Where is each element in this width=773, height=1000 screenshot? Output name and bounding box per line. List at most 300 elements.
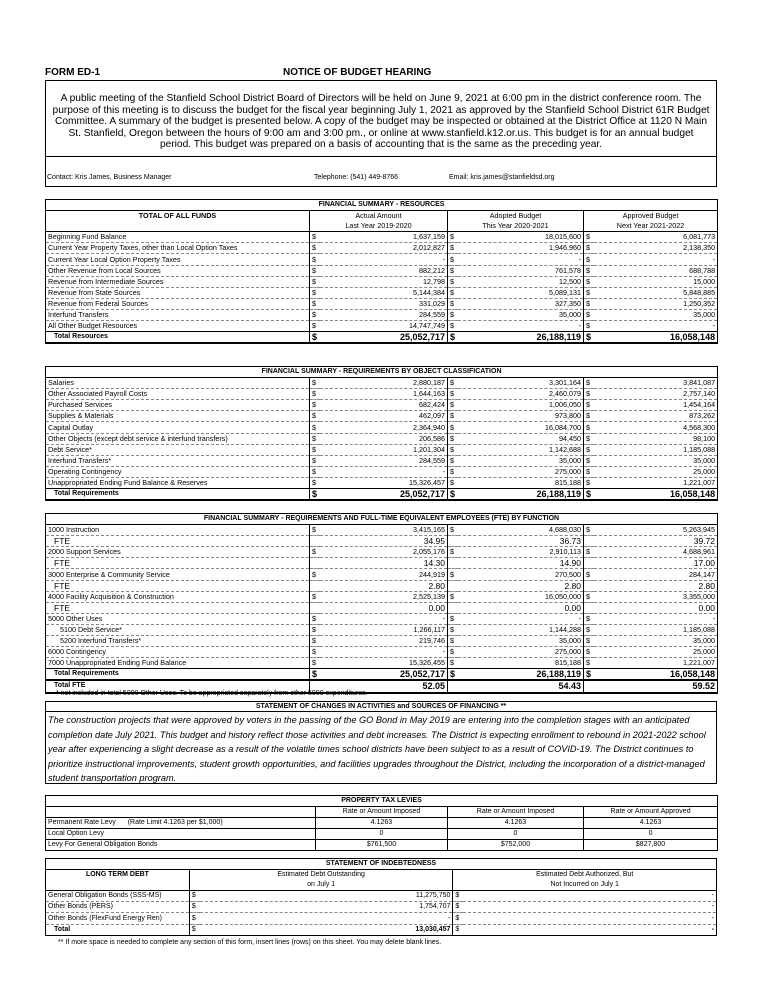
cell-value: - xyxy=(320,254,448,265)
currency-symbol: $ xyxy=(310,389,320,400)
notice-text: A public meeting of the Stanfield School District Board of Directors will be held on June 9, 2021 at 6:00 pm in the district conference room. The purpose of this meeting is to discuss the budget for the fiscal year beginning July 1, 2021 as approved by the Stanfield School District 61R Budget Committee. A summary of the budget is presented below. A copy of the budget may be inspected or obtained at the District Office at 1120 N Main St. Stanfield, Oregon between the hours of 9:00 am and 3:00 pm., or online at www.stanfield.k12.or.us. This budget is for an annual budget period. This budget was prepared on a basis of accounting that is the same as the preceding year. xyxy=(45,80,717,157)
currency-symbol: $ xyxy=(448,466,458,477)
table-row xyxy=(46,276,718,287)
col-header: Estimated Debt Outstanding xyxy=(189,870,453,881)
cell-value: - xyxy=(463,924,716,935)
currency-symbol: $ xyxy=(448,477,458,488)
col-header: This Year 2020-2021 xyxy=(448,221,584,232)
table-row xyxy=(46,613,718,624)
cell-value: 284,559 xyxy=(320,455,448,466)
currency-symbol: $ xyxy=(448,265,458,276)
table-row xyxy=(46,477,718,488)
row-label: All Other Budget Resources xyxy=(46,321,310,332)
currency-symbol: $ xyxy=(584,636,594,647)
cell-value: 1,754,707 xyxy=(200,902,453,913)
currency-symbol: $ xyxy=(448,525,458,536)
row-label-cell xyxy=(46,829,316,840)
cell-value: 3,355,000 xyxy=(594,591,718,602)
currency-symbol: $ xyxy=(584,477,594,488)
cell-value: 35,000 xyxy=(458,636,584,647)
cell-value: - xyxy=(320,647,448,658)
currency-symbol: $ xyxy=(584,332,594,344)
cell-value: 0.00 xyxy=(320,602,448,613)
currency-symbol: $ xyxy=(584,243,594,254)
table-row xyxy=(46,547,718,558)
cell-value: 1,006,050 xyxy=(458,400,584,411)
row-label: 5100 Debt Service* xyxy=(46,624,310,635)
total-label: Total FTE xyxy=(46,680,310,692)
total-value: 54.43 xyxy=(458,680,584,692)
cell-value: $761,500 xyxy=(316,840,448,851)
currency-symbol: $ xyxy=(310,411,320,422)
cell-value: - xyxy=(458,613,584,624)
currency-symbol: $ xyxy=(448,287,458,298)
currency-symbol xyxy=(448,558,458,569)
by-function-table xyxy=(45,513,718,694)
table-row xyxy=(46,287,718,298)
cell-value: - xyxy=(594,613,718,624)
cell-value: 0 xyxy=(448,829,584,840)
row-label: Unappropriated Ending Fund Balance & Reserves xyxy=(46,477,310,488)
currency-symbol: $ xyxy=(310,613,320,624)
cell-value: 36.73 xyxy=(458,536,584,547)
currency-symbol: $ xyxy=(448,613,458,624)
total-value: 59.52 xyxy=(594,680,718,692)
cell-value: 1,644,163 xyxy=(320,389,448,400)
cell-value: 815,188 xyxy=(458,658,584,669)
total-value: 25,052,717 xyxy=(320,332,448,344)
currency-symbol: $ xyxy=(448,591,458,602)
table-row xyxy=(46,913,717,924)
object-class-title: FINANCIAL SUMMARY - REQUIREMENTS BY OBJECT CLASSIFICATION xyxy=(46,367,718,378)
row-label: Current Year Local Option Property Taxes xyxy=(46,254,310,265)
currency-symbol xyxy=(584,536,594,547)
row-label: Total xyxy=(46,924,190,935)
cell-value: 462,097 xyxy=(320,411,448,422)
currency-symbol: $ xyxy=(584,569,594,580)
table-row xyxy=(46,309,718,320)
currency-symbol: $ xyxy=(310,466,320,477)
currency-symbol: $ xyxy=(448,489,458,501)
table-row xyxy=(46,536,718,547)
cell-value: 270,500 xyxy=(458,569,584,580)
cell-value: 35,000 xyxy=(594,636,718,647)
row-label: General Obligation Bonds (SSS-MS) xyxy=(46,891,190,902)
row-label: Operating Contingency xyxy=(46,466,310,477)
table-row xyxy=(46,624,718,635)
currency-symbol: $ xyxy=(584,422,594,433)
total-value: 16,058,148 xyxy=(594,669,718,681)
cell-value: 2,364,940 xyxy=(320,422,448,433)
by-function-title: FINANCIAL SUMMARY - REQUIREMENTS AND FULL-TIME EQUIVALENT EMPLOYEES (FTE) BY FUNCTION xyxy=(46,514,718,525)
currency-symbol: $ xyxy=(310,309,320,320)
object-class-table xyxy=(45,366,718,501)
currency-symbol: $ xyxy=(448,636,458,647)
row-label: Other Revenue from Local Sources xyxy=(46,265,310,276)
currency-symbol: $ xyxy=(584,489,594,501)
currency-symbol xyxy=(310,558,320,569)
cell-value: 25,000 xyxy=(594,647,718,658)
cell-value: 3,841,087 xyxy=(594,378,718,389)
row-label: Revenue from Intermediate Sources xyxy=(46,276,310,287)
cell-value: 2,880,187 xyxy=(320,378,448,389)
currency-symbol: $ xyxy=(310,298,320,309)
cell-value: 682,424 xyxy=(320,400,448,411)
cell-value: 815,188 xyxy=(458,477,584,488)
row-label: FTE xyxy=(46,536,310,547)
cell-value: 4.1263 xyxy=(316,818,448,829)
currency-symbol: $ xyxy=(448,411,458,422)
currency-symbol: $ xyxy=(584,287,594,298)
row-label: Other Bonds (FlexFund Energy Ren) xyxy=(46,913,190,924)
currency-symbol: $ xyxy=(448,243,458,254)
currency-symbol: $ xyxy=(453,913,463,924)
total-value: 16,058,148 xyxy=(594,332,718,344)
cell-value: 275,000 xyxy=(458,647,584,658)
cell-value: 331,029 xyxy=(320,298,448,309)
cell-value: - xyxy=(458,321,584,332)
currency-symbol xyxy=(310,580,320,591)
row-label: 1000 Instruction xyxy=(46,525,310,536)
cell-value: 4,688,030 xyxy=(458,525,584,536)
table-row xyxy=(46,433,718,444)
footnote-1: * not included in total 5000 Other Uses. To be appropriated separately from other 5000 expenditures. xyxy=(56,690,368,697)
cell-value: 4.1263 xyxy=(584,818,718,829)
table-row xyxy=(46,525,718,536)
row-label: FTE xyxy=(46,602,310,613)
statement-title: STATEMENT OF CHANGES IN ACTIVITIES and SOURCES OF FINANCING ** xyxy=(45,701,717,712)
currency-symbol: $ xyxy=(448,378,458,389)
currency-symbol: $ xyxy=(584,378,594,389)
currency-symbol: $ xyxy=(189,913,199,924)
cell-value: 14.90 xyxy=(458,558,584,569)
cell-value: 16,050,000 xyxy=(458,591,584,602)
indebtedness-table xyxy=(45,858,717,936)
currency-symbol: $ xyxy=(584,547,594,558)
currency-symbol xyxy=(448,602,458,613)
currency-symbol xyxy=(448,536,458,547)
total-value: 26,188,119 xyxy=(458,332,584,344)
table-row xyxy=(46,647,718,658)
currency-symbol: $ xyxy=(310,658,320,669)
currency-symbol: $ xyxy=(310,254,320,265)
cell-value: 2.80 xyxy=(320,580,448,591)
currency-symbol: $ xyxy=(584,411,594,422)
cell-value: 25,000 xyxy=(594,466,718,477)
currency-symbol xyxy=(310,602,320,613)
col-header: Estimated Debt Authorized, But xyxy=(453,870,717,881)
cell-value: 882,212 xyxy=(320,265,448,276)
total-value: 52.05 xyxy=(320,680,448,692)
currency-symbol: $ xyxy=(584,591,594,602)
currency-symbol: $ xyxy=(584,455,594,466)
currency-symbol: $ xyxy=(189,924,199,935)
currency-symbol: $ xyxy=(310,433,320,444)
cell-value: 873,262 xyxy=(594,411,718,422)
currency-symbol: $ xyxy=(453,891,463,902)
row-label: Interfund Transfers xyxy=(46,309,310,320)
currency-symbol: $ xyxy=(310,276,320,287)
cell-value: 94,450 xyxy=(458,433,584,444)
cell-value: 2,055,176 xyxy=(320,547,448,558)
col-header: Approved Budget xyxy=(584,211,718,222)
cell-value: 14.30 xyxy=(320,558,448,569)
cell-value: 2.80 xyxy=(458,580,584,591)
cell-value: 2,012,827 xyxy=(320,243,448,254)
cell-value: 15,000 xyxy=(594,276,718,287)
currency-symbol xyxy=(448,680,458,692)
resources-table xyxy=(45,199,718,344)
currency-symbol: $ xyxy=(584,276,594,287)
col-header: Last Year 2019-2020 xyxy=(310,221,448,232)
cell-value: - xyxy=(463,913,716,924)
currency-symbol: $ xyxy=(584,433,594,444)
row-label: 7000 Unappropriated Ending Fund Balance xyxy=(46,658,310,669)
total-value: 26,188,119 xyxy=(458,669,584,681)
cell-value: 0 xyxy=(584,829,718,840)
cell-value: 34.95 xyxy=(320,536,448,547)
currency-symbol xyxy=(584,558,594,569)
currency-symbol: $ xyxy=(584,389,594,400)
currency-symbol xyxy=(584,580,594,591)
cell-value: 5,144,384 xyxy=(320,287,448,298)
table-row xyxy=(46,580,718,591)
currency-symbol: $ xyxy=(310,547,320,558)
currency-symbol: $ xyxy=(310,624,320,635)
cell-value: 206,586 xyxy=(320,433,448,444)
currency-symbol: $ xyxy=(310,321,320,332)
col-header: Adopted Budget xyxy=(448,211,584,222)
cell-value: 1,637,159 xyxy=(320,232,448,243)
currency-symbol: $ xyxy=(584,658,594,669)
currency-symbol: $ xyxy=(448,547,458,558)
currency-symbol: $ xyxy=(448,669,458,681)
table-row xyxy=(46,840,718,851)
cell-value: 1,144,288 xyxy=(458,624,584,635)
row-label: Local Option Levy xyxy=(48,830,105,838)
currency-symbol: $ xyxy=(584,613,594,624)
cell-value: 219,746 xyxy=(320,636,448,647)
cell-value: 1,221,007 xyxy=(594,477,718,488)
resources-label: TOTAL OF ALL FUNDS xyxy=(46,211,310,222)
currency-symbol: $ xyxy=(584,321,594,332)
cell-value: 0 xyxy=(316,829,448,840)
currency-symbol: $ xyxy=(453,902,463,913)
row-label: 5200 Interfund Transfers* xyxy=(46,636,310,647)
currency-symbol: $ xyxy=(310,243,320,254)
table-row xyxy=(46,389,718,400)
statement-text: The construction projects that were approved by voters in the passing of the GO Bond in May 2019 are entering into the completion stages with an anticipated completion date July 2021. This budget and history reflect those activities and debt increases. The District is expecting enrollment to rebound in 2021-2022 school year after experiencing a slight decrease as a result of the volatile times school districts have been subject to as a result of COVID-19. The District continues to prioritize instructional improvements, student growth opportunities, and facilities upgrades throughout the District, including the incorporation of a district-managed student transportation program. xyxy=(45,712,717,784)
cell-value: 13,030,457 xyxy=(200,924,453,935)
currency-symbol: $ xyxy=(310,489,320,501)
table-row xyxy=(46,658,718,669)
cell-value: 284,147 xyxy=(594,569,718,580)
cell-value: 1,266,117 xyxy=(320,624,448,635)
row-label: Current Year Property Taxes, other than Local Option Taxes xyxy=(46,243,310,254)
cell-value: 35,000 xyxy=(594,309,718,320)
cell-value: 761,578 xyxy=(458,265,584,276)
row-label: 5000 Other Uses xyxy=(46,613,310,624)
currency-symbol: $ xyxy=(448,422,458,433)
currency-symbol: $ xyxy=(584,265,594,276)
currency-symbol: $ xyxy=(584,309,594,320)
table-row xyxy=(46,558,718,569)
contact-row xyxy=(45,157,717,187)
cell-value: 2,138,350 xyxy=(594,243,718,254)
resources-title: FINANCIAL SUMMARY - RESOURCES xyxy=(46,200,718,211)
currency-symbol: $ xyxy=(448,276,458,287)
cell-value: 35,000 xyxy=(594,455,718,466)
currency-symbol: $ xyxy=(448,389,458,400)
cell-value: 284,559 xyxy=(320,309,448,320)
currency-symbol: $ xyxy=(310,569,320,580)
cell-value: 2,460,079 xyxy=(458,389,584,400)
currency-symbol: $ xyxy=(310,669,320,681)
currency-symbol: $ xyxy=(584,444,594,455)
table-row xyxy=(46,411,718,422)
cell-value: 244,919 xyxy=(320,569,448,580)
cell-value: 973,800 xyxy=(458,411,584,422)
cell-value: 2,525,139 xyxy=(320,591,448,602)
cell-value: 1,142,688 xyxy=(458,444,584,455)
currency-symbol: $ xyxy=(584,624,594,635)
row-label: Debt Service* xyxy=(46,444,310,455)
cell-value: 12,500 xyxy=(458,276,584,287)
row-label: Supplies & Materials xyxy=(46,411,310,422)
table-row xyxy=(46,422,718,433)
table-row xyxy=(46,569,718,580)
total-row xyxy=(46,332,718,344)
table-row xyxy=(46,455,718,466)
cell-value: - xyxy=(458,254,584,265)
total-value: 25,052,717 xyxy=(320,489,448,501)
total-row xyxy=(46,489,718,501)
contact-name: Contact: Kris James, Business Manager xyxy=(47,174,172,181)
currency-symbol: $ xyxy=(448,455,458,466)
contact-email: Email: kris.james@stanfieldsd.org xyxy=(449,174,555,181)
currency-symbol: $ xyxy=(448,569,458,580)
total-value: 26,188,119 xyxy=(458,489,584,501)
row-label: Revenue from State Sources xyxy=(46,287,310,298)
table-row xyxy=(46,232,718,243)
currency-symbol xyxy=(584,680,594,692)
currency-symbol: $ xyxy=(310,422,320,433)
currency-symbol: $ xyxy=(584,647,594,658)
cell-value: 16,084,700 xyxy=(458,422,584,433)
cell-value: - xyxy=(320,613,448,624)
row-label: Salaries xyxy=(46,378,310,389)
col-header: on July 1 xyxy=(189,880,453,891)
cell-value: 4.1263 xyxy=(448,818,584,829)
col-header: Rate or Amount Approved xyxy=(584,807,718,818)
cell-value: 1,221,007 xyxy=(594,658,718,669)
cell-value: 18,015,600 xyxy=(458,232,584,243)
table-row xyxy=(46,891,717,902)
row-label: Purchased Services xyxy=(46,400,310,411)
currency-symbol: $ xyxy=(310,636,320,647)
property-tax-table xyxy=(45,795,718,851)
currency-symbol: $ xyxy=(310,591,320,602)
cell-value: - xyxy=(463,891,716,902)
cell-value: 6,081,773 xyxy=(594,232,718,243)
cell-value: 5,263,945 xyxy=(594,525,718,536)
cell-value: - xyxy=(594,321,718,332)
row-label: Beginning Fund Balance xyxy=(46,232,310,243)
cell-value: 1,201,304 xyxy=(320,444,448,455)
cell-value: 0.00 xyxy=(458,602,584,613)
row-label: Other Associated Payroll Costs xyxy=(46,389,310,400)
total-row xyxy=(46,669,718,681)
table-row xyxy=(46,400,718,411)
cell-value: 98,100 xyxy=(594,433,718,444)
currency-symbol: $ xyxy=(448,232,458,243)
currency-symbol: $ xyxy=(448,647,458,658)
cell-value: 35,000 xyxy=(458,455,584,466)
cell-value: 39.72 xyxy=(594,536,718,547)
row-label: Levy For General Obligation Bonds xyxy=(48,841,158,849)
currency-symbol: $ xyxy=(310,647,320,658)
currency-symbol: $ xyxy=(448,321,458,332)
cell-value: 1,946,960 xyxy=(458,243,584,254)
cell-value: 12,798 xyxy=(320,276,448,287)
row-label-cell xyxy=(46,840,316,851)
currency-symbol: $ xyxy=(310,444,320,455)
cell-value: 327,350 xyxy=(458,298,584,309)
table-row xyxy=(46,378,718,389)
cell-value: 0.00 xyxy=(594,602,718,613)
cell-value: 3,301,164 xyxy=(458,378,584,389)
row-label: Permanent Rate Levy xyxy=(48,819,116,827)
col-header: Rate or Amount Imposed xyxy=(448,807,584,818)
row-label: FTE xyxy=(46,558,310,569)
table-row xyxy=(46,265,718,276)
currency-symbol: $ xyxy=(448,332,458,344)
col-header: Next Year 2021-2022 xyxy=(584,221,718,232)
row-label: Other Objects (except debt service & interfund transfers) xyxy=(46,433,310,444)
cell-value: 35,000 xyxy=(458,309,584,320)
cell-value: 1,185,088 xyxy=(594,624,718,635)
cell-value: 4,568,300 xyxy=(594,422,718,433)
currency-symbol: $ xyxy=(448,624,458,635)
cell-value: 15,326,457 xyxy=(320,477,448,488)
row-label: Other Bonds (PERS) xyxy=(46,902,190,913)
currency-symbol: $ xyxy=(448,433,458,444)
cell-value: 5,848,885 xyxy=(594,287,718,298)
currency-symbol: $ xyxy=(584,669,594,681)
currency-symbol: $ xyxy=(584,232,594,243)
cell-value: 14,747,749 xyxy=(320,321,448,332)
currency-symbol: $ xyxy=(448,400,458,411)
total-value: 25,052,717 xyxy=(320,669,448,681)
total-label: Total Requirements xyxy=(46,669,310,681)
cell-value: $752,000 xyxy=(448,840,584,851)
total-row xyxy=(46,924,717,935)
currency-symbol: $ xyxy=(310,332,320,344)
currency-symbol: $ xyxy=(310,265,320,276)
currency-symbol: $ xyxy=(448,298,458,309)
currency-symbol: $ xyxy=(310,400,320,411)
table-row xyxy=(46,243,718,254)
cell-value: 688,788 xyxy=(594,265,718,276)
cell-value: 1,454,164 xyxy=(594,400,718,411)
table-row xyxy=(46,602,718,613)
currency-symbol: $ xyxy=(584,525,594,536)
currency-symbol: $ xyxy=(189,902,199,913)
cell-value: 5,089,131 xyxy=(458,287,584,298)
table-row xyxy=(46,829,718,840)
cell-value: 11,275,750 xyxy=(200,891,453,902)
cell-value: 2,757,140 xyxy=(594,389,718,400)
